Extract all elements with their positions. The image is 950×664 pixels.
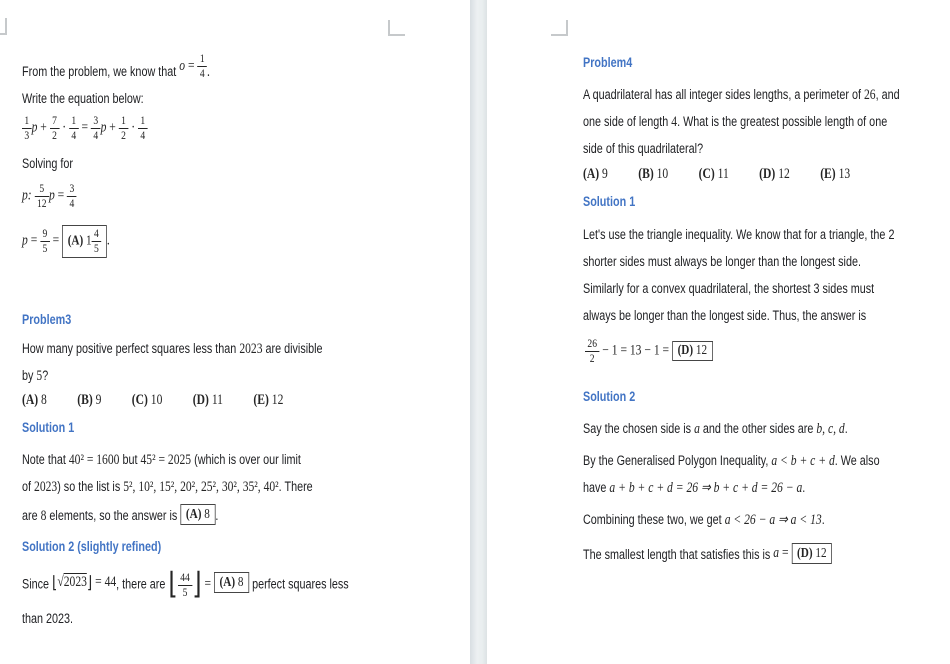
text-segment: Since (22, 576, 53, 592)
option-letter: (E) (820, 166, 836, 182)
problem3-heading (22, 311, 71, 328)
fraction: $\frac{7}{2}$ (50, 114, 60, 143)
fraction: $\frac{3}{4}$ (91, 114, 101, 143)
math-op: · (128, 119, 138, 136)
math-rel: = (54, 187, 68, 204)
sqrt-radicand: 2023 (63, 574, 87, 591)
option-value: 10 (653, 166, 669, 182)
option-e (253, 392, 283, 408)
answer-value: 8 (204, 507, 210, 522)
problem3-answer-options (22, 392, 283, 409)
math-expression: − 1 = 13 − 1 = (599, 342, 672, 359)
boxed-answer (791, 543, 832, 564)
r-solution2-line3 (583, 479, 805, 497)
math-var: p (31, 119, 38, 136)
math-expression: a + b + c + d = 26 ⇒ b + c + d = 26 − a (609, 480, 803, 496)
r-solution2-line5 (583, 543, 832, 564)
inline-math (179, 52, 207, 81)
option-e (820, 166, 850, 182)
r-solution1-line4 (583, 307, 866, 324)
option-letter: (D) (759, 166, 776, 182)
heading-text: Problem4 (583, 55, 633, 70)
margin-corner-mark-left-partial (0, 33, 7, 35)
option-value: 10 (147, 392, 163, 408)
option-d (193, 392, 223, 408)
solution2-line1 (22, 567, 349, 602)
fraction: $\frac{4}{5}$ (92, 227, 102, 256)
solution2-heading-left (22, 538, 161, 555)
intro-line (22, 52, 210, 81)
math-number: 4 (671, 114, 678, 130)
text-segment: (which is over our limit (191, 452, 301, 467)
floor-sqrt-math (52, 573, 117, 594)
text-segment: , there are (116, 576, 169, 592)
heading-text: Solution 2 (583, 389, 636, 404)
math-rel: = (49, 232, 63, 249)
problem4-answer-options (583, 166, 850, 183)
math-rel: = (78, 119, 91, 136)
heading-text: Solution 1 (583, 194, 636, 209)
boxed-answer (180, 504, 215, 525)
answer-equation-display (22, 225, 110, 258)
math-var: o (179, 57, 186, 74)
option-value: 13 (835, 166, 851, 182)
solution1-line2 (22, 478, 313, 496)
page-gap-divider (470, 0, 487, 664)
math-expression: a < b + c + d (771, 453, 835, 469)
answer-value: 1 (86, 233, 92, 249)
problem4-text-line1 (583, 86, 900, 104)
boxed-answer (672, 341, 713, 361)
solve-equation-display (22, 182, 77, 211)
math-op: + (106, 119, 119, 136)
text-segment: Combining these two, we get (583, 512, 725, 527)
boxed-answer (62, 225, 107, 258)
text-segment: . (802, 480, 806, 495)
right-floor-bracket: ⌋ (86, 573, 93, 594)
text-segment: . We also (834, 453, 880, 468)
text-segment: , and (875, 87, 900, 102)
right-floor-bracket: ⌋ (192, 567, 202, 602)
math-number: 5 (36, 368, 43, 384)
text-segment: Note that (22, 452, 69, 467)
option-value: 12 (775, 166, 790, 182)
answer-value: 12 (695, 343, 708, 359)
math-var: p: (22, 187, 35, 204)
option-b (77, 392, 101, 408)
problem3-text-line1 (22, 340, 323, 358)
answer-letter: (D) (797, 546, 816, 561)
math-expression: 45² = 2025 (140, 452, 192, 468)
problem4-text-line3 (583, 140, 703, 157)
fraction: $\frac{1}{4}$ (69, 114, 79, 143)
solution1-line1 (22, 451, 301, 469)
problem4-heading (583, 54, 632, 71)
option-c (132, 392, 163, 408)
margin-corner-mark-left-page (388, 34, 405, 36)
r-solution2-line1 (583, 420, 848, 438)
option-a (583, 166, 608, 182)
option-letter: (C) (131, 392, 148, 408)
heading-text: Problem3 (22, 312, 72, 327)
text-segment: but (119, 452, 141, 467)
math-expression: 40² = 1600 (68, 452, 120, 468)
write-equation-line (22, 90, 144, 107)
math-number: 8 (40, 508, 47, 524)
fraction: $\frac{1}{2}$ (119, 114, 129, 143)
option-d (759, 166, 790, 182)
fraction: $\frac{1}{4}$ (197, 52, 207, 81)
solving-for-line (22, 155, 73, 172)
text-segment: From the problem, we know that (22, 63, 180, 79)
math-vars: b, c, d (816, 421, 845, 437)
math-rel: = (201, 576, 214, 593)
solution1-line3 (22, 504, 218, 525)
option-value: 11 (714, 166, 729, 182)
math-number: 2023 (34, 479, 58, 495)
option-c (699, 166, 729, 182)
text-segment: . (821, 512, 825, 527)
problem4-text-line2 (583, 113, 887, 131)
text-segment: side of this quadrilateral? (583, 141, 704, 156)
math-expression: a < 26 − a ⇒ a < 13 (724, 512, 822, 528)
math-var: p (48, 187, 55, 204)
option-value: 9 (599, 166, 608, 182)
text-segment: . What is the greatest possible length of one (677, 114, 888, 129)
text-segment: and the other sides are (699, 421, 817, 436)
text-segment: The smallest length that satisfies this is (583, 547, 774, 562)
fraction: $\frac{3}{4}$ (67, 182, 77, 211)
text-segment: By the Generalised Polygon Inequality, (583, 453, 772, 468)
text-segment: shorter sides must always be longer than the longest side. (583, 254, 861, 269)
text-segment: Write the equation below: (22, 91, 144, 106)
answer-letter: (A) (67, 233, 87, 249)
text-segment: always be longer than the longest side. Thus, the answer is (583, 308, 867, 323)
option-letter: (E) (253, 392, 269, 408)
answer-value: 12 (815, 546, 827, 561)
text-segment: are divisible (262, 341, 323, 356)
answer-value: 8 (237, 575, 244, 591)
text-segment: by (22, 368, 37, 383)
inline-math (773, 545, 832, 560)
r-solution2-line4 (583, 511, 825, 529)
solution1-heading-right (583, 193, 635, 210)
math-expression: 5², 10², 15², 20², 25², 30², 35², 40² (123, 479, 279, 495)
text-segment: ? (42, 368, 49, 383)
text-segment: one side of length (583, 114, 672, 129)
text-segment: Say the chosen side is (583, 421, 695, 436)
option-value: 11 (208, 392, 223, 408)
answer-letter: (A) (185, 507, 205, 522)
r-solution2-line2 (583, 452, 880, 470)
text-segment: of (22, 479, 35, 494)
text-segment: have (583, 480, 610, 495)
solution1-heading-left (22, 419, 74, 436)
option-letter: (D) (192, 392, 209, 408)
math-rel: = 44 (92, 574, 117, 591)
text-segment: than 2023. (22, 611, 74, 626)
text-segment: are (22, 508, 41, 523)
r-solution1-line2 (583, 253, 861, 270)
boxed-answer (214, 572, 249, 593)
option-letter: (B) (638, 166, 654, 182)
text-segment: . (215, 508, 219, 523)
heading-text: Solution 2 (slightly refined) (22, 539, 162, 554)
option-value: 9 (92, 392, 102, 408)
floor-frac-math (168, 567, 214, 602)
fraction: $\frac{1}{4}$ (138, 114, 148, 143)
problem3-text-line2 (22, 367, 48, 385)
math-var: a (694, 421, 700, 437)
text-segment: . There (278, 479, 313, 494)
option-letter: (B) (77, 392, 93, 408)
heading-text: Solution 1 (22, 420, 75, 435)
solution2-line2 (22, 610, 73, 627)
text-segment: elements, so the answer is (46, 508, 181, 523)
text-segment: . (844, 421, 848, 436)
left-floor-bracket: ⌊ (52, 573, 58, 594)
answer-letter: (A) (219, 575, 238, 591)
text-segment: Let's use the triangle inequality. We know that for a triangle, the 2 (583, 227, 895, 242)
option-letter: (C) (698, 166, 715, 182)
text-segment: ) so the list is (57, 479, 124, 494)
fraction: $\frac{26}{2}$ (585, 337, 599, 366)
sqrt-symbol: √ (57, 574, 64, 591)
option-b (638, 166, 668, 182)
left-floor-bracket: ⌊ (168, 567, 178, 602)
option-letter: (A) (583, 166, 600, 182)
text-segment: Solving for (22, 156, 74, 171)
math-var: p (100, 119, 107, 136)
math-rel: = (27, 232, 41, 249)
math-op: + (37, 119, 50, 136)
option-letter: (A) (22, 392, 39, 408)
fraction: $\frac{1}{3}$ (22, 114, 32, 143)
answer-letter: (D) (677, 343, 696, 359)
text-segment: How many positive perfect squares less than (22, 341, 240, 356)
r-solution1-line3 (583, 280, 874, 297)
math-rel: = (779, 545, 792, 561)
math-period: . (207, 63, 210, 80)
math-op: · (59, 119, 70, 136)
option-a (22, 392, 47, 408)
text-segment: perfect squares less (249, 576, 349, 592)
math-number: 26 (863, 87, 876, 103)
fraction: $\frac{44}{5}$ (178, 571, 192, 600)
math-period: . (106, 232, 110, 249)
equation-display (22, 114, 148, 143)
option-value: 8 (38, 392, 47, 408)
text-segment: Similarly for a convex quadrilateral, the shortest 3 sides must (583, 281, 875, 296)
r-solution1-equation (585, 337, 713, 366)
option-value: 12 (268, 392, 284, 408)
math-number: 2023 (239, 341, 263, 357)
math-var: a (773, 545, 780, 561)
math-rel: = (185, 57, 198, 74)
fraction: $\frac{5}{12}$ (35, 182, 49, 211)
math-var: p (22, 232, 28, 249)
solution2-heading-right (583, 388, 635, 405)
r-solution1-line1 (583, 226, 894, 243)
margin-corner-mark-right-page (551, 34, 568, 36)
fraction: $\frac{9}{5}$ (40, 227, 50, 256)
text-segment: A quadrilateral has all integer sides lengths, a perimeter of (583, 87, 864, 102)
